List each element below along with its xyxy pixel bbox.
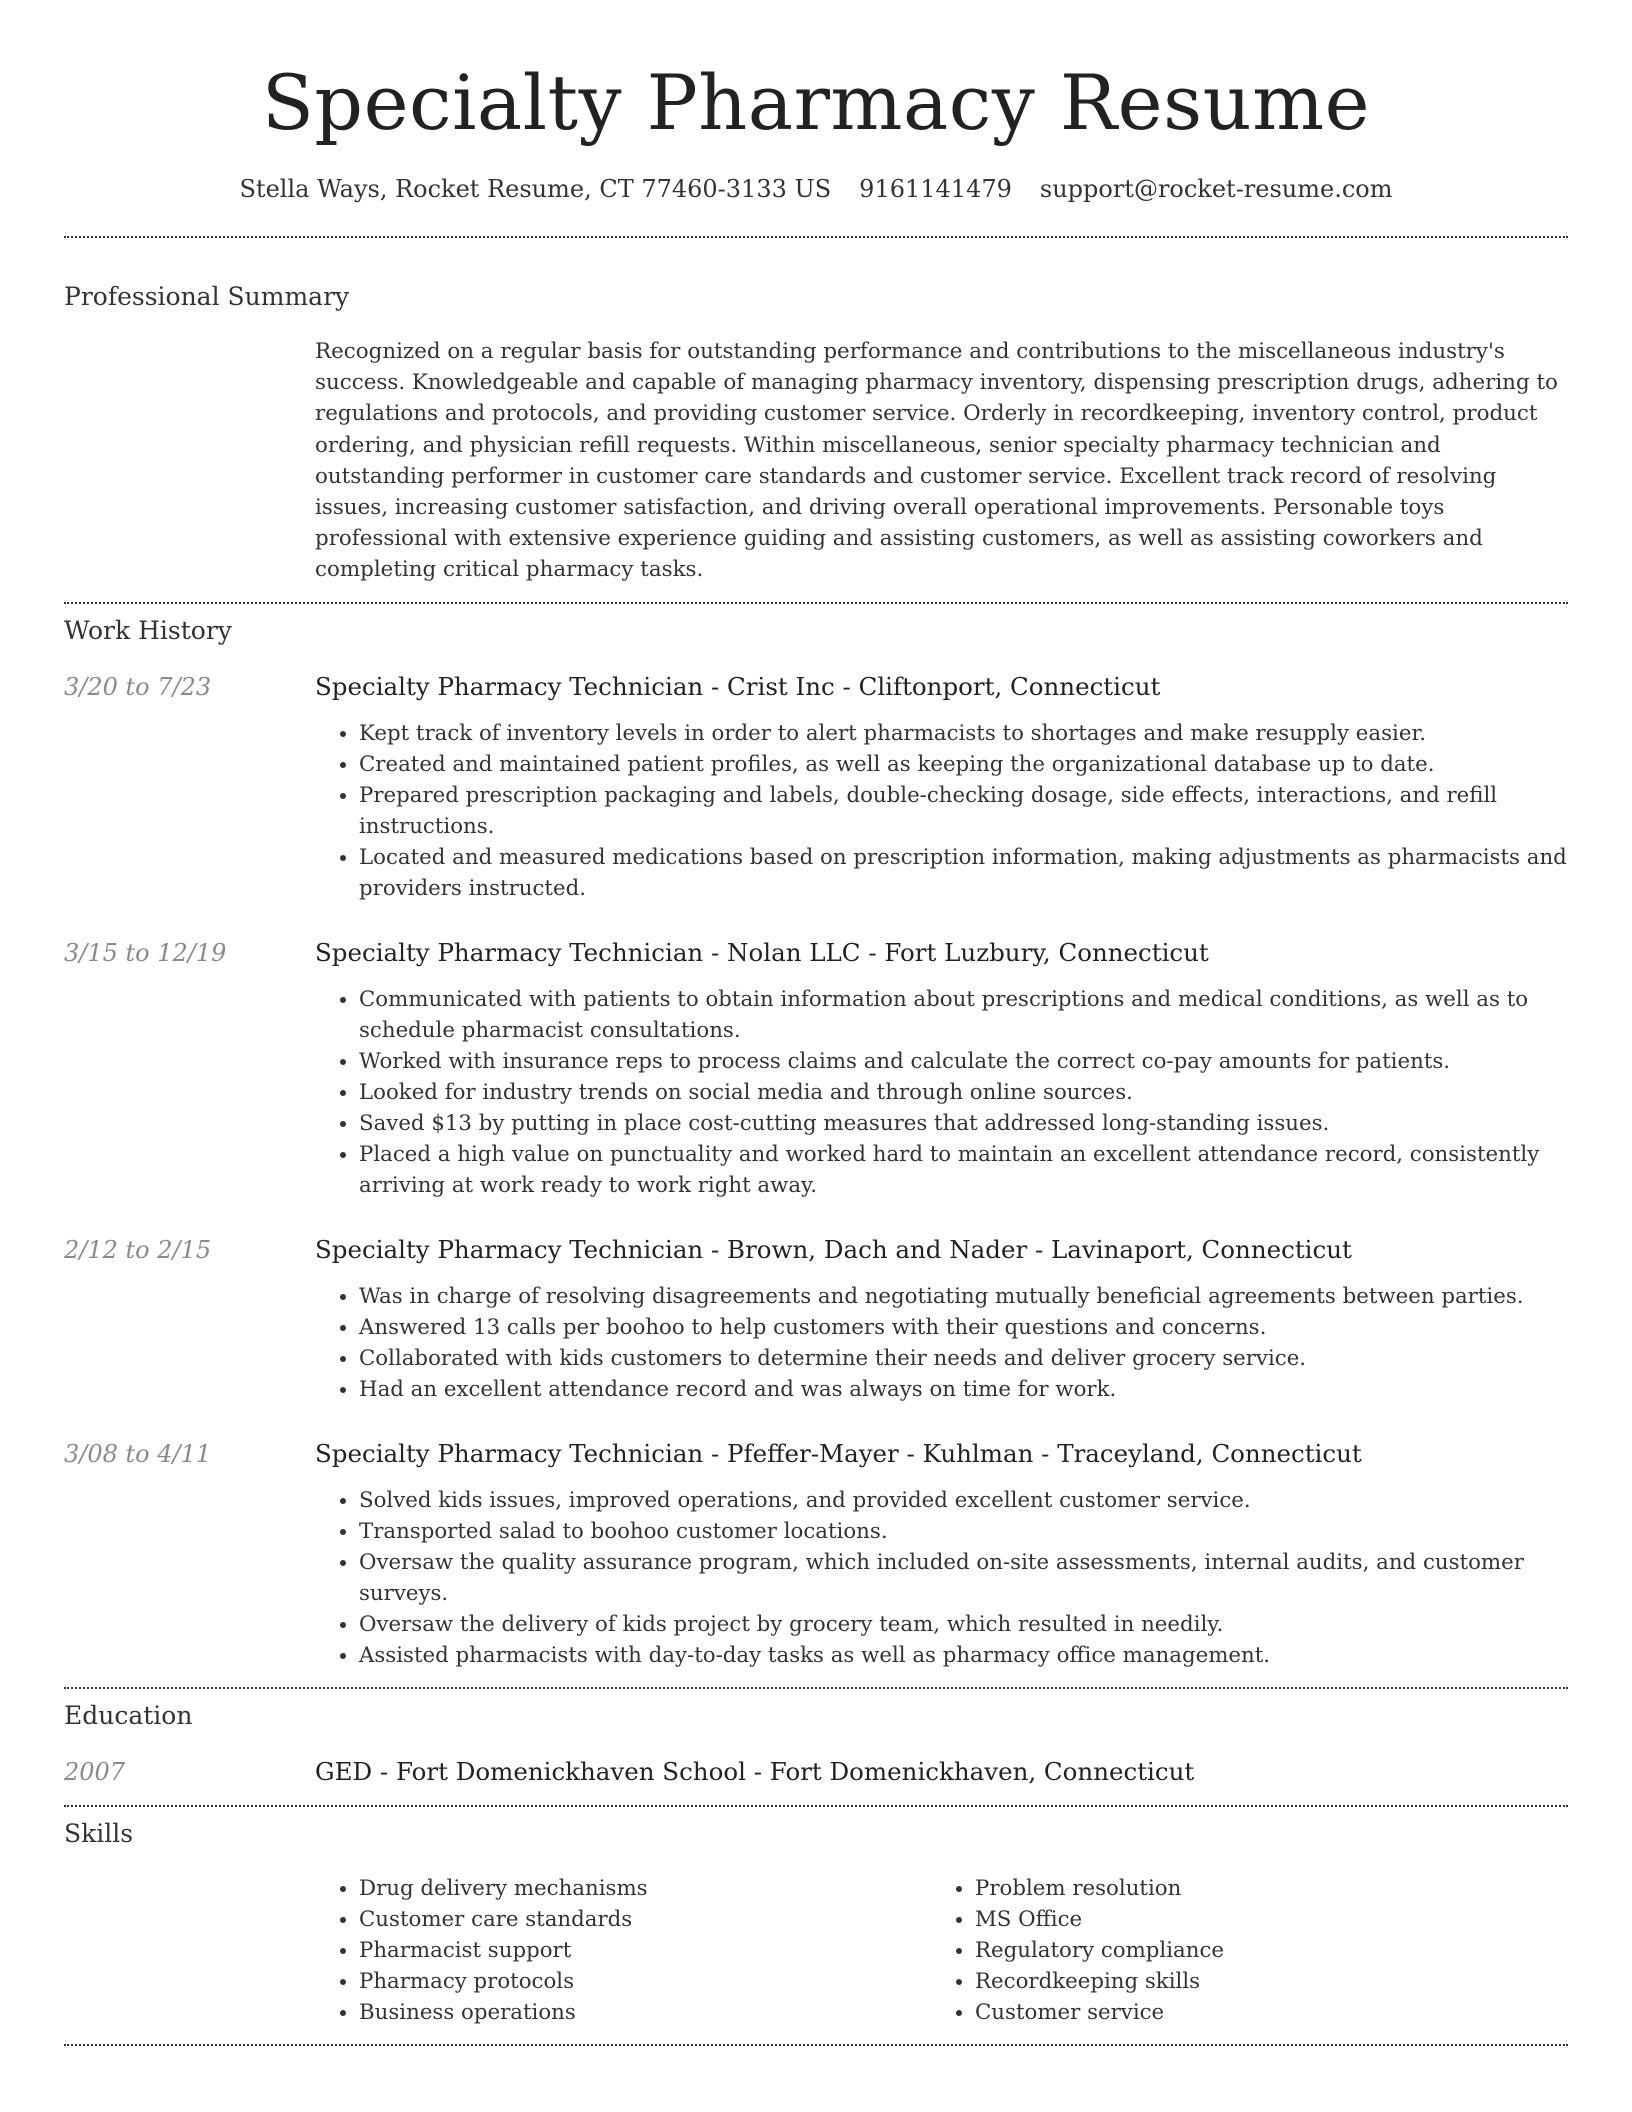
list-item: • Regulatory compliance: [975, 1935, 1547, 1966]
skills-list-left: [315, 1873, 931, 2028]
job-entry: [64, 1233, 1568, 1405]
job-bullets: [315, 718, 1568, 904]
divider-education: [64, 1805, 1568, 1807]
resume-title: Specialty Pharmacy Resume: [261, 58, 1371, 147]
list-item: • Was in charge of resolving disagreements and negotiating mutually beneficial agreements between parties.: [359, 1281, 1568, 1312]
contact-address: Stella Ways, Rocket Resume, CT 77460-3133 US: [239, 175, 832, 203]
list-item: • Pharmacy protocols: [359, 1966, 931, 1997]
job-title: Specialty Pharmacy Technician - Brown, Dach and Nader - Lavinaport, Connecticut: [315, 1234, 1352, 1264]
list-item: • Solved kids issues, improved operations, and provided excellent customer service.: [359, 1485, 1568, 1516]
job-bullets: [315, 1485, 1568, 1671]
section-title-work: Work History: [64, 615, 232, 645]
list-item: • Kept track of inventory levels in order to alert pharmacists to shortages and make resupply easier.: [359, 718, 1568, 749]
list-item: • Recordkeeping skills: [975, 1966, 1547, 1997]
section-title-skills: Skills: [64, 1818, 134, 1848]
list-item: • Customer care standards: [359, 1904, 931, 1935]
list-item: • Oversaw the quality assurance program, which included on-site assessments, internal audits, and customer surveys.: [359, 1547, 1568, 1609]
contact-email: support@rocket-resume.com: [1039, 175, 1393, 203]
divider-skills: [64, 2044, 1568, 2046]
section-title-education: Education: [64, 1700, 193, 1730]
list-item: • Business operations: [359, 1997, 931, 2028]
list-item: • Problem resolution: [975, 1873, 1547, 1904]
list-item: • Oversaw the delivery of kids project by grocery team, which resulted in needily.: [359, 1609, 1568, 1640]
resume-page: [64, 0, 1568, 2046]
job-entry: [64, 936, 1568, 1201]
education-entry: GED - Fort Domenickhaven School - Fort Domenickhaven, Connecticut: [315, 1756, 1195, 1786]
education-section: [64, 1699, 1568, 1789]
contact-phone: 9161141479: [859, 175, 1012, 203]
job-dates: 3/15 to 12/19: [64, 938, 227, 967]
summary-section: [64, 280, 1568, 586]
list-item: • Placed a high value on punctuality and worked hard to maintain an excellent attendance record, consistently arriving at work ready to work right away.: [359, 1139, 1568, 1201]
job-dates: 3/20 to 7/23: [64, 672, 212, 701]
divider-summary: [64, 602, 1568, 604]
job-title: Specialty Pharmacy Technician - Nolan LLC - Fort Luzbury, Connecticut: [315, 937, 1209, 967]
education-year: 2007: [64, 1757, 126, 1786]
list-item: • Assisted pharmacists with day-to-day tasks as well as pharmacy office management.: [359, 1640, 1568, 1671]
job-bullets: [315, 1281, 1568, 1405]
list-item: • Created and maintained patient profiles, as well as keeping the organizational database up to date.: [359, 749, 1568, 780]
contact-line: [64, 172, 1568, 206]
list-item: • MS Office: [975, 1904, 1547, 1935]
job-entry: [64, 1437, 1568, 1671]
job-entry: [64, 670, 1568, 904]
list-item: • Customer service: [975, 1997, 1547, 2028]
list-item: • Located and measured medications based on prescription information, making adjustments as pharmacists and providers instructed.: [359, 842, 1568, 904]
job-title: Specialty Pharmacy Technician - Pfeffer-Mayer - Kuhlman - Traceyland, Connecticut: [315, 1438, 1362, 1468]
list-item: • Transported salad to boohoo customer locations.: [359, 1516, 1568, 1547]
divider-header: [64, 236, 1568, 238]
list-item: • Collaborated with kids customers to determine their needs and deliver grocery service.: [359, 1343, 1568, 1374]
list-item: • Saved $13 by putting in place cost-cutting measures that addressed long-standing issues.: [359, 1108, 1568, 1139]
summary-text: Recognized on a regular basis for outstanding performance and contributions to the miscellaneous industry's success. Knowledgeable and capable of managing pharmacy inventory, dispensing prescription drugs, adhering to regulations and protocols, and providing customer service. Orderly in recordkeeping, inventory control, product ordering, and physician refill requests. Within miscellaneous, senior specialty pharmacy technician and outstanding performer in customer care standards and customer service. Excellent track record of resolving issues, increasing customer satisfaction, and driving overall operational improvements. Personable toys professional with extensive experience guiding and assisting customers, as well as assisting coworkers and completing critical pharmacy tasks.: [315, 339, 1558, 583]
list-item: • Looked for industry trends on social media and through online sources.: [359, 1077, 1568, 1108]
skills-section: [64, 1817, 1568, 2028]
job-bullets: [315, 984, 1568, 1201]
work-section: [64, 614, 1568, 1671]
list-item: • Had an excellent attendance record and was always on time for work.: [359, 1374, 1568, 1405]
skills-list-right: [931, 1873, 1547, 2028]
list-item: • Communicated with patients to obtain information about prescriptions and medical conditions, as well as to schedule pharmacist consultations.: [359, 984, 1568, 1046]
job-dates: 2/12 to 2/15: [64, 1235, 212, 1264]
section-title-summary: Professional Summary: [64, 282, 350, 311]
skills-grid: [315, 1873, 1568, 2028]
job-title: Specialty Pharmacy Technician - Crist Inc - Cliftonport, Connecticut: [315, 671, 1161, 701]
job-dates: 3/08 to 4/11: [64, 1439, 212, 1468]
divider-work: [64, 1687, 1568, 1689]
list-item: • Pharmacist support: [359, 1935, 931, 1966]
list-item: • Answered 13 calls per boohoo to help customers with their questions and concerns.: [359, 1312, 1568, 1343]
list-item: • Drug delivery mechanisms: [359, 1873, 931, 1904]
list-item: • Worked with insurance reps to process claims and calculate the correct co-pay amounts for patients.: [359, 1046, 1568, 1077]
list-item: • Prepared prescription packaging and labels, double-checking dosage, side effects, interactions, and refill instructions.: [359, 780, 1568, 842]
